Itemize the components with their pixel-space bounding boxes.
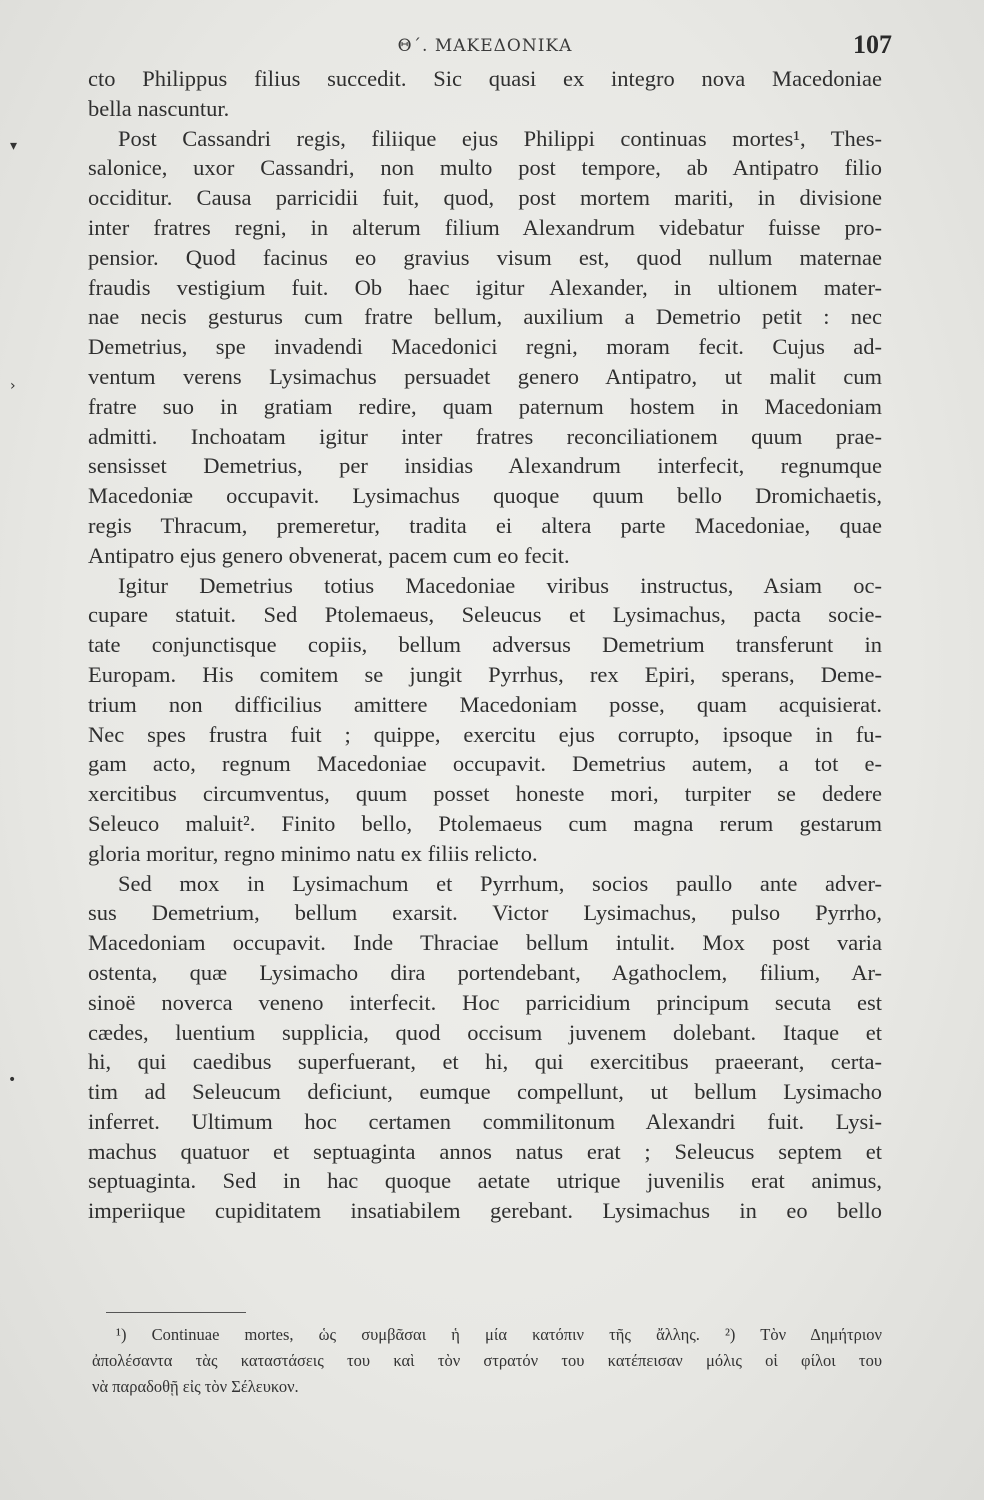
- page-number: 107: [853, 30, 892, 59]
- text-line: pensior. Quod facinus eo gravius visum est, quod nullum maternae: [88, 244, 882, 270]
- margin-mark: •: [8, 1072, 17, 1088]
- text-line: ostenta, quæ Lysimacho dira portendebant, Agathoclem, filium, Ar-: [88, 959, 882, 985]
- text-line: hi, qui caedibus superfuerant, et hi, qui exercitibus praeerant, certa-: [88, 1049, 882, 1075]
- margin-mark: ›: [10, 378, 16, 394]
- text-line: machus quatuor et septuaginta annos natus erat ; Seleucus septem et: [88, 1138, 882, 1164]
- text-line: ventum verens Lysimachus persuadet genero Antipatro, ut malit cum: [88, 363, 882, 389]
- footnote-line: ἀπολέσαντα τὰς καταστάσεις του καὶ τὸν στρατόν του κατέπεισαν μόλις οἱ φίλοι του: [92, 1351, 882, 1370]
- text-line: Macedoniæ occupavit. Lysimachus quoque quum bello Dromichaetis,: [88, 483, 882, 509]
- text-line: fratre suo in gratiam redire, quam paternum hostem in Macedoniam: [88, 393, 882, 419]
- text-line: Demetrius, spe invadendi Macedonici regni, moram fecit. Cujus ad-: [88, 334, 882, 360]
- text-line: sensisset Demetrius, per insidias Alexandrum interfecit, regnumque: [88, 453, 882, 479]
- text-line: fraudis vestigium fuit. Ob haec igitur Alexander, in ultionem mater-: [88, 274, 882, 300]
- text-line: trium non difficilius amittere Macedoniam posse, quam acquisierat.: [88, 691, 882, 717]
- running-head: [90, 30, 892, 60]
- text-line: inferret. Ultimum hoc certamen commilitonum Alexandri fuit. Lysi-: [88, 1108, 882, 1134]
- text-line: gloria moritur, regno minimo natu ex filiis relicto.: [88, 840, 538, 866]
- text-line: Seleuco maluit². Finito bello, Ptolemaeus cum magna rerum gestarum: [88, 810, 882, 836]
- text-line: gam acto, regnum Macedoniae occupavit. Demetrius autem, a tot e-: [88, 751, 882, 777]
- running-title: Θ΄. ΜΑΚΕΔΟΝΙΚΑ: [397, 36, 573, 56]
- text-line: cto Philippus filius succedit. Sic quasi ex integro nova Macedoniae: [88, 66, 882, 91]
- text-line: xercitibus circumventus, quum posset honeste mori, turpiter se dedere: [88, 781, 882, 807]
- footnote-rule: [106, 1312, 246, 1313]
- text-line: tim ad Seleucum deficiunt, eumque compellunt, ut bellum Lysimacho: [88, 1079, 882, 1105]
- text-line: Nec spes frustra fuit ; quippe, exercitu ejus corrupto, ipsoque in fu-: [88, 721, 882, 747]
- text-line: septuaginta. Sed in hac quoque aetate utrique juvenilis erat animus,: [88, 1168, 882, 1194]
- footnote-line: ¹) Continuae mortes, ὡς συμβᾶσαι ἡ μία κατόπιν τῆς ἄλλης. ²) Τὸν Δημήτριον: [116, 1325, 882, 1344]
- margin-mark: ▾: [10, 138, 18, 154]
- text-line: sinoë noverca veneno interfecit. Hoc parricidium principum secuta est: [88, 989, 882, 1015]
- text-line: Sed mox in Lysimachum et Pyrrhum, socios paullo ante adver-: [118, 870, 882, 896]
- text-line: nae necis gesturus cum fratre bellum, auxilium a Demetrio petit : nec: [88, 304, 882, 330]
- text-line: regis Thracum, premeretur, tradita ei altera parte Macedoniae, quae: [88, 512, 882, 538]
- text-line: cupare statuit. Sed Ptolemaeus, Seleucus et Lysimachus, pacta socie-: [88, 602, 882, 628]
- text-line: Igitur Demetrius totius Macedoniae viribus instructus, Asiam oc-: [118, 572, 882, 598]
- text-line: sus Demetrium, bellum exarsit. Victor Lysimachus, pulso Pyrrho,: [88, 900, 882, 926]
- text-line: Antipatro ejus genero obvenerat, pacem cum eo fecit.: [88, 542, 570, 568]
- text-line: bella nascuntur.: [88, 95, 230, 121]
- body-text: [88, 64, 882, 1226]
- text-line: salonice, uxor Cassandri, non multo post tempore, ab Antipatro filio: [88, 155, 882, 181]
- text-line: Post Cassandri regis, filiique ejus Philippi continuas mortes¹, Thes-: [118, 125, 882, 151]
- text-line: cædes, luentium supplicia, quod occisum juvenem dolebant. Itaque et: [88, 1019, 882, 1045]
- text-line: Europam. His comitem se jungit Pyrrhus, rex Epiri, sperans, Deme-: [88, 661, 882, 687]
- text-line: Macedoniam occupavit. Inde Thraciae bellum intulit. Mox post varia: [88, 930, 882, 956]
- text-line: admitti. Inchoatam igitur inter fratres reconciliationem quum prae-: [88, 423, 882, 449]
- text-line: tate conjunctisque copiis, bellum adversus Demetrium transferunt in: [88, 632, 882, 658]
- footnote-line: νὰ παραδοθῇ εἰς τὸν Σέλευκον.: [92, 1377, 299, 1396]
- text-line: imperiique cupiditatem insatiabilem gerebant. Lysimachus in eo bello: [88, 1198, 882, 1224]
- text-line: inter fratres regni, in alterum filium Alexandrum videbatur fuisse pro-: [88, 214, 882, 240]
- text-line: occiditur. Causa parricidii fuit, quod, post mortem mariti, in divisione: [88, 185, 882, 211]
- footnotes: [92, 1322, 882, 1400]
